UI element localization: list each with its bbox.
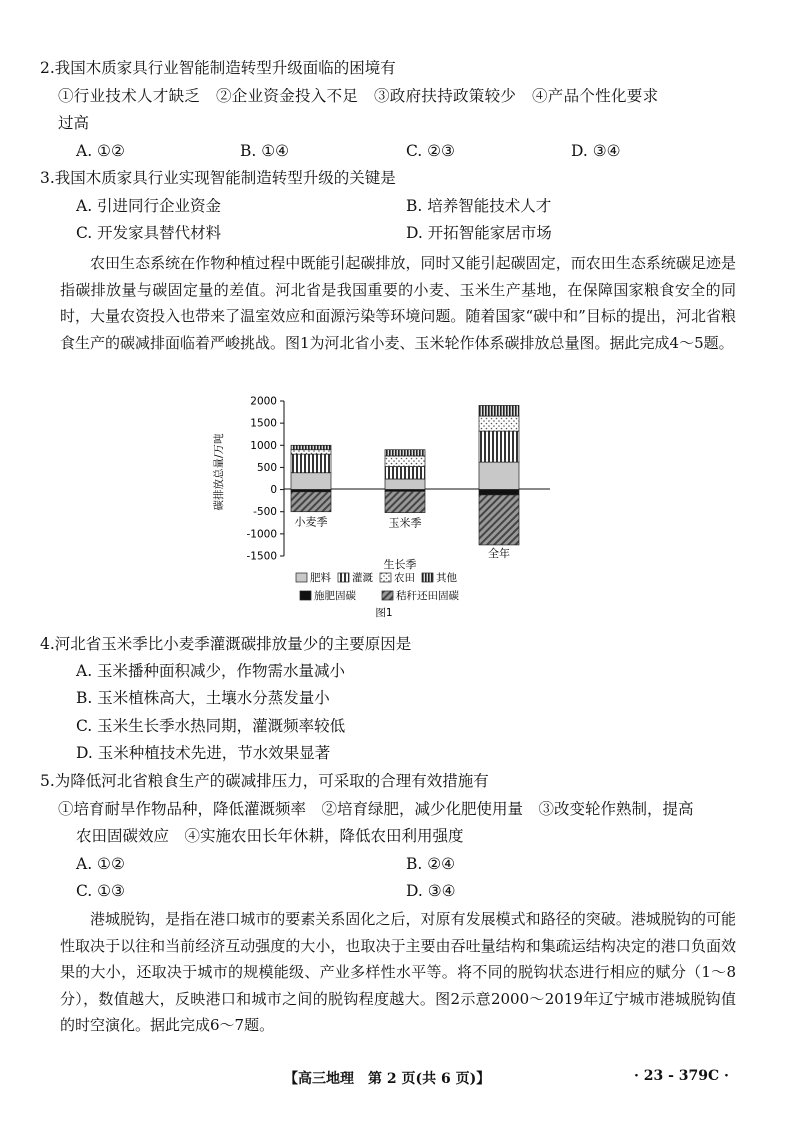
- q5-choice-b: B. ②④: [406, 855, 456, 873]
- q3-choice-d: D. 开拓智能家居市场: [406, 224, 552, 242]
- q5-stem: 5.为降低河北省粮食生产的碳减排压力，可采取的合理有效措施有: [40, 772, 489, 790]
- bar-segment-其他: [291, 445, 331, 449]
- y-tick-label: -1000: [246, 528, 277, 541]
- bar-segment-灌溉: [479, 431, 519, 462]
- q2-choice-b: B. ①④: [240, 142, 290, 160]
- category-label: 全年: [488, 546, 510, 560]
- bar-segment-施肥固碳: [479, 490, 519, 495]
- y-axis-label: 碳排放总量/万吨: [213, 433, 225, 511]
- q5-options-line1: ①培育耐旱作物品种，降低灌溉频率 ②培育绿肥，减少化肥使用量 ③改变轮作熟制，提高: [58, 800, 694, 818]
- legend-swatch: [296, 573, 307, 582]
- q4-choice-d: D. 玉米种植技术先进，节水效果显著: [76, 744, 331, 762]
- bar-segment-灌溉: [385, 467, 425, 479]
- legend-label: 施肥固碳: [314, 590, 356, 602]
- legend-swatch: [338, 573, 349, 582]
- q2-choice-d: D. ③④: [571, 142, 621, 160]
- carbon-emission-chart: [200, 392, 570, 620]
- bar-segment-农田: [385, 456, 425, 467]
- category-label: 玉米季: [388, 516, 422, 530]
- q2-options-line2: 过高: [58, 114, 90, 132]
- legend-label: 农田: [394, 572, 415, 584]
- x-axis-label: 生长季: [383, 558, 417, 571]
- y-tick-label: -500: [253, 506, 277, 519]
- bar-segment-秸秆还田固碳: [479, 495, 519, 545]
- bar-segment-其他: [385, 450, 425, 456]
- q5-options-line2: 农田固碳效应 ④实施农田长年休耕，降低农田利用强度: [76, 827, 464, 845]
- paper-code: · 23 - 379C ·: [634, 1068, 729, 1084]
- bar-segment-肥料: [291, 473, 331, 490]
- q2-stem: 2.我国木质家具行业智能制造转型升级面临的困境有: [40, 59, 396, 77]
- q4-choice-c: C. 玉米生长季水热同期，灌溉频率较低: [76, 717, 346, 735]
- q4-stem: 4.河北省玉米季比小麦季灌溉碳排放量少的主要原因是: [40, 635, 412, 653]
- q5-choice-a: A. ①②: [76, 855, 125, 873]
- page-footer: 【高三地理 第 2 页(共 6 页)】: [284, 1071, 491, 1087]
- bar-segment-秸秆还田固碳: [385, 491, 425, 512]
- bar-segment-肥料: [479, 462, 519, 489]
- legend-label: 肥料: [310, 572, 331, 584]
- legend-swatch: [382, 591, 393, 600]
- q4-choice-b: B. 玉米植株高大，土壤水分蒸发量小: [76, 689, 330, 707]
- bar-segment-秸秆还田固碳: [291, 492, 331, 512]
- legend-label: 秸秆还田固碳: [396, 590, 459, 602]
- y-tick-label: 500: [256, 461, 277, 474]
- category-label: 小麦季: [294, 515, 328, 529]
- y-tick-label: 0: [270, 484, 277, 497]
- bar-segment-农田: [479, 416, 519, 431]
- legend-swatch: [300, 591, 311, 600]
- passage-port-city-decoupling: 港城脱钩，是指在港口城市的要素关系固化之后，对原有发展模式和路径的突破。港城脱钩的可能性取决于以往和当前经济互动强度的大小，也取决于主要由吞吐量结构和集疏运结构决定的港口负面效果的大小，还取决于城市的规模能级、产业多样性水平等。将不同的脱钩状态进行相应的赋分（1～8分），数值越大，反映港口和城市之间的脱钩程度越大。图2示意2000～2019年辽宁城市港城脱钩值的时空演化。据此完成6～7题。: [60, 910, 736, 1034]
- q2-options-line1: ①行业技术人才缺乏 ②企业资金投入不足 ③政府扶持政策较少 ④产品个性化要求: [58, 87, 659, 105]
- q3-choice-b: B. 培养智能技术人才: [406, 197, 552, 215]
- y-tick-label: -1500: [246, 550, 277, 563]
- q3-stem: 3.我国木质家具行业实现智能制造转型升级的关键是: [40, 169, 396, 187]
- bar-segment-其他: [479, 405, 519, 416]
- y-tick-label: 1000: [250, 439, 277, 452]
- q2-choice-a: A. ①②: [76, 142, 125, 160]
- passage-carbon-footprint: 农田生态系统在作物种植过程中既能引起碳排放，同时又能引起碳固定，而农田生态系统碳足迹是指碳排放量与碳固定量的差值。河北省是我国重要的小麦、玉米生产基地，在保障国家粮食安全的同时，大量农资投入也带来了温室效应和面源污染等环境问题。随着国家“碳中和”目标的提出，河北省粮食生产的碳减排面临着严峻挑战。图1为河北省小麦、玉米轮作体系碳排放总量图。据此完成4～5题。: [60, 254, 736, 352]
- q3-choice-c: C. 开发家具替代材料: [76, 224, 222, 242]
- q3-choice-a: A. 引进同行企业资金: [76, 197, 222, 215]
- q5-choice-c: C. ①③: [76, 882, 125, 900]
- bar-segment-农田: [291, 450, 331, 454]
- bar-segment-肥料: [385, 479, 425, 490]
- y-tick-label: 1500: [250, 417, 277, 430]
- q2-choice-c: C. ②③: [406, 142, 455, 160]
- bar-segment-灌溉: [291, 454, 331, 473]
- figure-caption: 图1: [375, 607, 393, 619]
- q4-choice-a: A. 玉米播种面积减少，作物需水量减小: [76, 662, 346, 680]
- q5-choice-d: D. ③④: [406, 882, 456, 900]
- legend-swatch: [422, 573, 433, 582]
- legend-swatch: [380, 573, 391, 582]
- legend-label: 灌溉: [352, 572, 373, 584]
- y-tick-label: 2000: [250, 395, 277, 408]
- legend-label: 其他: [436, 572, 457, 584]
